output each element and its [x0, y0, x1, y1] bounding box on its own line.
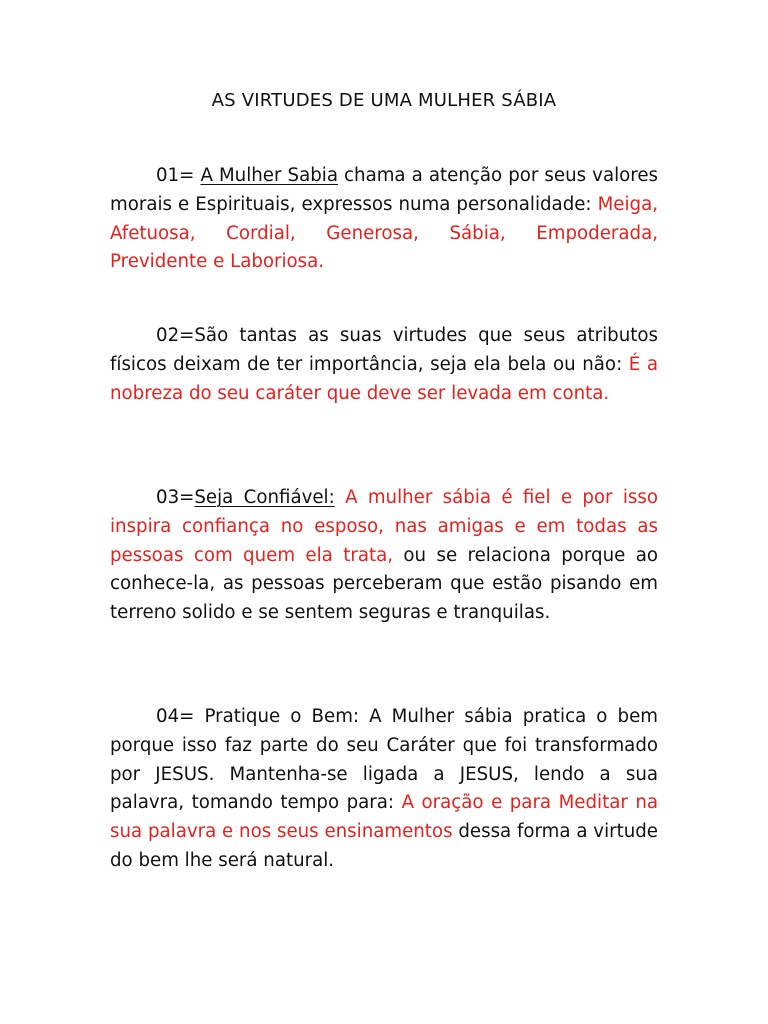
paragraph-01 [110, 162, 658, 277]
paragraph-02-text: 02=São tantas as suas virtudes que seus atributos físicos deixam de ter importância, seja ela bela ou não: [110, 325, 658, 375]
paragraph-04 [110, 703, 658, 876]
paragraph-02 [110, 322, 658, 408]
paragraph-02-highlight: É a nobreza do seu caráter que deve ser levada em conta. [110, 353, 658, 404]
paragraph-04-ending: dessa forma a virtude do bem lhe será natural. [110, 821, 658, 871]
page-title: AS VIRTUDES DE UMA MULHER SÁBIA [211, 90, 557, 111]
paragraph-03-highlight: A mulher sábia é fiel e por isso inspira confiança no esposo, nas amigas e em todas as pessoas com quem ela trata, [110, 487, 658, 566]
paragraph-03-text: ou se relaciona porque ao conhece-la, as pessoas perceberam que estão pisando em terreno solido e se sentem seguras e tranquilas. [110, 544, 658, 624]
paragraph-01-highlight: Meiga, Afetuosa, Cordial, Generosa, Sábia, Empoderada, Previdente e Laboriosa. [110, 193, 658, 273]
paragraph-03 [110, 484, 658, 628]
paragraph-03-heading: Seja Confiável: [194, 487, 335, 508]
paragraph-01-text: chama a atenção por seus valores morais e Espirituais, expressos numa personalidade: [110, 165, 659, 215]
paragraph-01-heading: A Mulher Sabia [200, 165, 338, 186]
paragraph-03-number: 03= [156, 487, 195, 508]
paragraph-04-text: 04= Pratique o Bem: A Mulher sábia pratica o bem porque isso faz parte do seu Caráter que foi transformado por JESUS. Mantenha-se ligada a JESUS, lendo a sua palavra, tomando tempo para: [110, 706, 658, 814]
paragraph-01-number: 01= [156, 165, 201, 186]
paragraph-04-highlight: A oração e para Meditar na sua palavra e nos seus ensinamentos [110, 792, 659, 843]
paragraph-03-space [335, 487, 345, 508]
